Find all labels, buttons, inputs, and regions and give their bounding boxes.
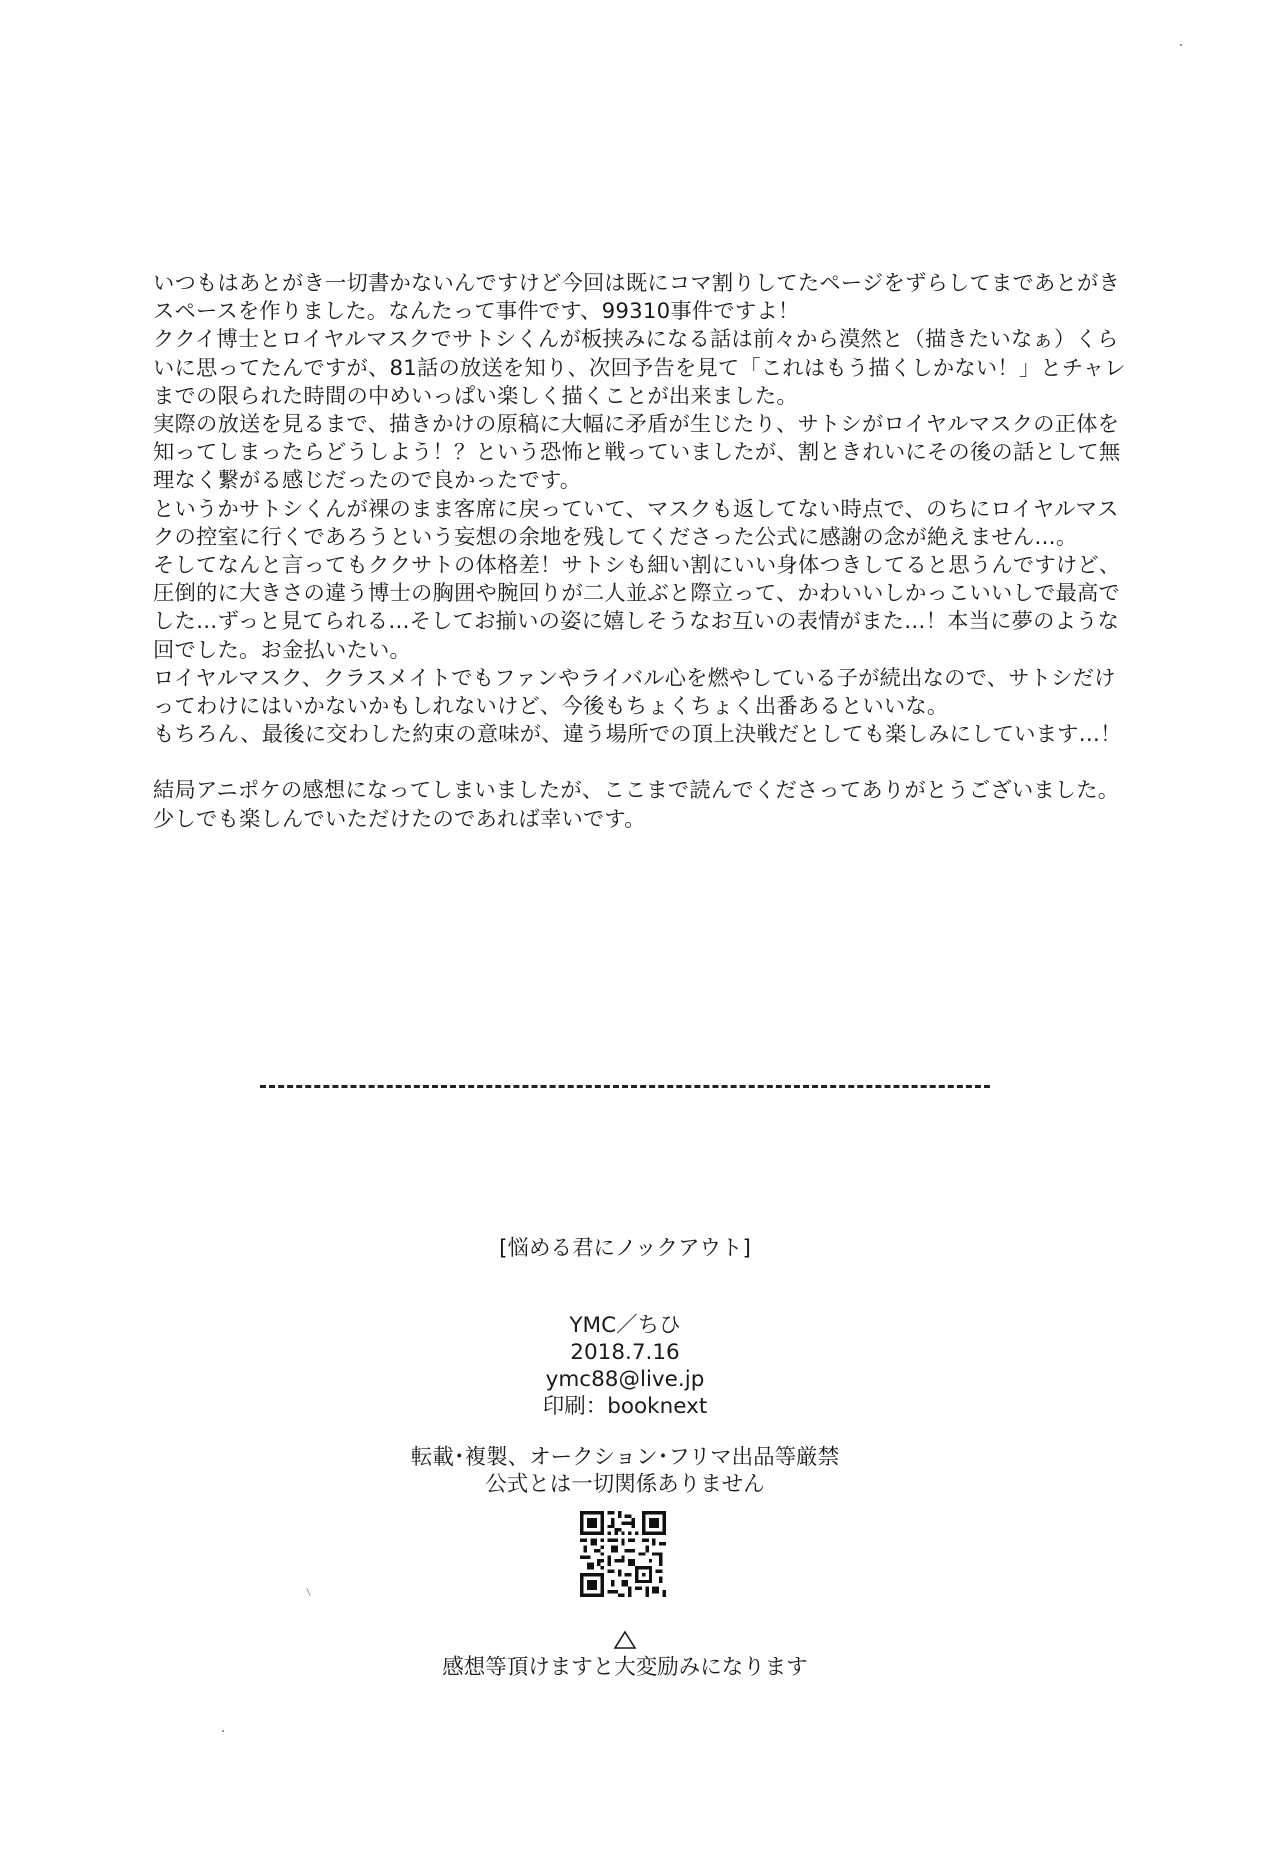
printer-credit: 印刷：booknext bbox=[542, 1394, 708, 1419]
scan-speck bbox=[222, 1730, 224, 1732]
afterword-paragraph: ロイヤルマスク、クラスメイトでもファンやライバル心を燃やしている子が続出なので、サトシだけってわけにはいかないかもしれないけど、今後もちょくちょく出番あるといいな。 bbox=[153, 665, 1116, 720]
qr-code-icon[interactable] bbox=[580, 1511, 666, 1597]
feedback-footer bbox=[0, 1630, 1250, 1682]
publication-date: 2018.7.16 bbox=[570, 1340, 680, 1365]
contact-email: ymc88@live.jp bbox=[545, 1367, 705, 1392]
scan-speck bbox=[306, 1588, 310, 1596]
afterword-closing-line: 少しでも楽しんでいただけたのであれば幸いです。 bbox=[153, 806, 646, 832]
colophon bbox=[0, 1235, 1250, 1498]
feedback-request-text: 感想等頂けますと大変励みになります bbox=[442, 1655, 808, 1680]
afterword-paragraph: ククイ博士とロイヤルマスクでサトシくんが板挟みになる話は前々から漠然と（描きたいなぁ）くらいに思ってたんですが、81話の放送を知り、次回予告を見て「これはもう描くしかない！」とチャレまでの限られた時間の中めいっぱい楽しく描くことが出来ました。 bbox=[153, 327, 1126, 409]
dashed-divider bbox=[260, 1085, 990, 1088]
scan-speck bbox=[1180, 44, 1182, 46]
reprint-prohibition-notice: 転載･複製、オークション･フリマ出品等厳禁 bbox=[410, 1445, 840, 1470]
afterword-closing-line: 結局アニポケの感想になってしまいましたが、ここまで読んでくださってありがとうございました。 bbox=[153, 778, 1120, 804]
afterword-paragraph: そしてなんと言ってもククサトの体格差！サトシも細い割にいい身体つきしてると思うんですけど、圧倒的に大きさの違う博士の胸囲や腕回りが二人並ぶと際立って、かわいいしかっこいいしで最高でした…ずっと見てられる…そしてお揃いの姿に嬉しそうなお互いの表情がまた…！本当に夢のような回でした。お金払いたい。 bbox=[153, 553, 1121, 663]
afterword-paragraph: もちろん、最後に交わした約束の意味が、違う場所での頂上決戦だとしても楽しみにしています…！ bbox=[153, 722, 1122, 748]
afterword-paragraph: というかサトシくんが裸のまま客席に戻っていて、マスクも返してない時点で、のちにロイヤルマスクの控室に行くであろうという妄想の余地を残してくださった公式に感謝の念が絶えません…。 bbox=[153, 496, 1119, 550]
book-title: [悩める君にノックアウト] bbox=[499, 1236, 751, 1261]
afterword-paragraph: いつもはあとがき一切書かないんですけど今回は既にコマ割りしてたページをずらしてまであとがきスペースを作りました。なんたって事件です、99310事件ですよ！ bbox=[153, 271, 1120, 325]
circle-author: YMC／ちひ bbox=[569, 1313, 681, 1338]
unofficial-disclaimer: 公式とは一切関係ありません bbox=[485, 1472, 765, 1497]
afterword-text bbox=[153, 270, 1128, 834]
afterword-paragraph: 実際の放送を見るまで、描きかけの原稿に大幅に矛盾が生じたり、サトシがロイヤルマスクの正体を知ってしまったらどうしよう！？という恐怖と戦っていましたが、割ときれいにその後の話として無理なく繋がる感じだったので良かったです。 bbox=[153, 412, 1121, 494]
triangle-up-outline-icon bbox=[613, 1630, 637, 1650]
